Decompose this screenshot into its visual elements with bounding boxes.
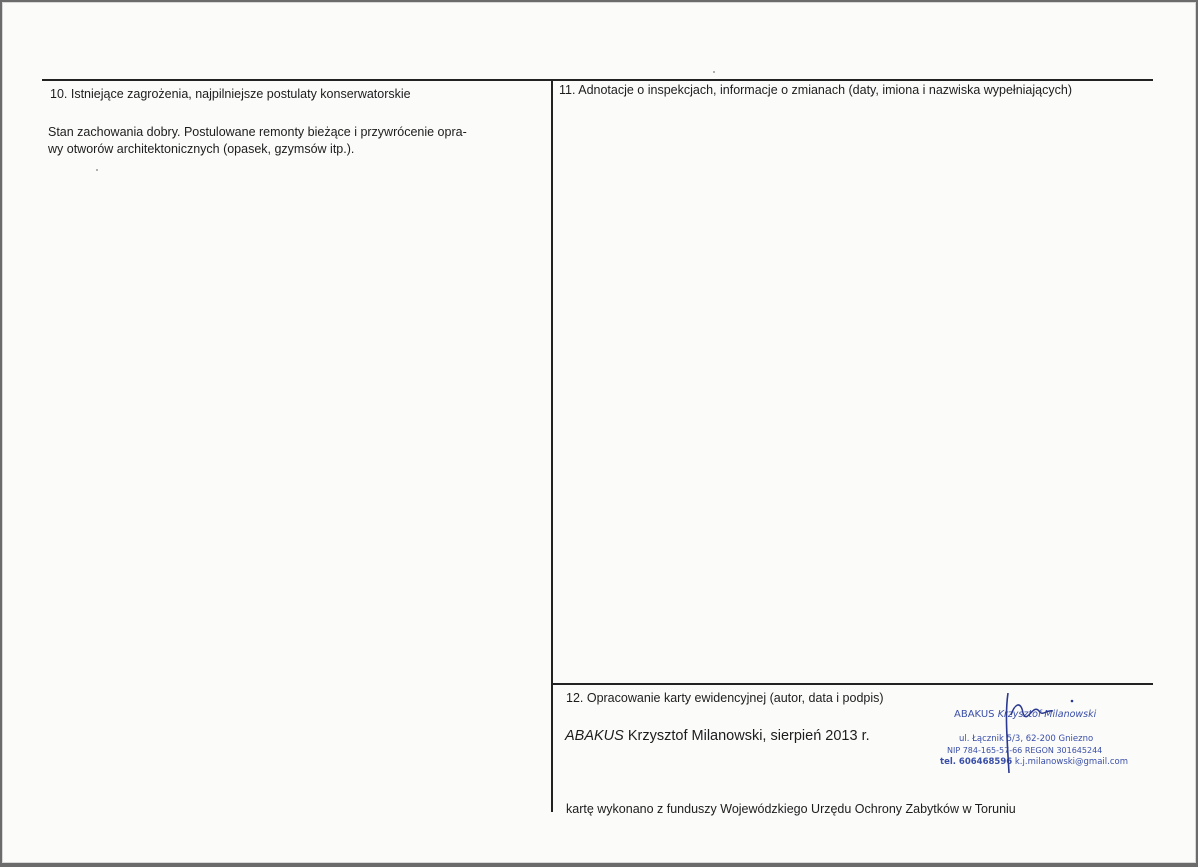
section-10-line-2: wy otworów architektonicznych (opasek, gzymsów itp.). [48, 142, 355, 156]
signature [923, 693, 1143, 778]
scan-speck [713, 71, 715, 73]
section-12-rule [551, 683, 1153, 685]
author-details: Krzysztof Milanowski, sierpień 2013 r. [623, 728, 870, 744]
stamp-tel: tel. 606468596 [940, 757, 1013, 767]
scan-speck [96, 169, 98, 171]
top-rule [42, 79, 1153, 81]
stamp-email: k.j.milanowski@gmail.com [1014, 757, 1128, 767]
company-stamp [923, 693, 1143, 773]
stamp-brand: ABAKUS [954, 709, 995, 720]
column-divider [551, 79, 553, 812]
author-brand: ABAKUS [565, 728, 624, 744]
section-12-title: 12. Opracowanie karty ewidencyjnej (autor, data i podpis) [566, 691, 884, 705]
record-card-page [2, 2, 1196, 863]
stamp-address: ul. Łącznik 5/3, 62-200 Gniezno [959, 734, 1094, 744]
section-10-title: 10. Istniejące zagrożenia, najpilniejsze postulaty konserwatorskie [50, 87, 411, 101]
footer-funding-note: kartę wykonano z funduszy Wojewódzkiego Urzędu Ochrony Zabytków w Toruniu [566, 802, 1016, 816]
stamp-nip-regon: NIP 784-165-57-66 REGON 301645244 [947, 746, 1103, 755]
author-line [565, 728, 870, 744]
stamp-person: Krzysztof Milanowski [997, 709, 1097, 720]
section-10-line-1: Stan zachowania dobry. Postulowane remonty bieżące i przywrócenie opra- [48, 125, 467, 139]
section-11-title: 11. Adnotacje o inspekcjach, informacje o zmianach (daty, imiona i nazwiska wypełniających) [559, 83, 1072, 97]
